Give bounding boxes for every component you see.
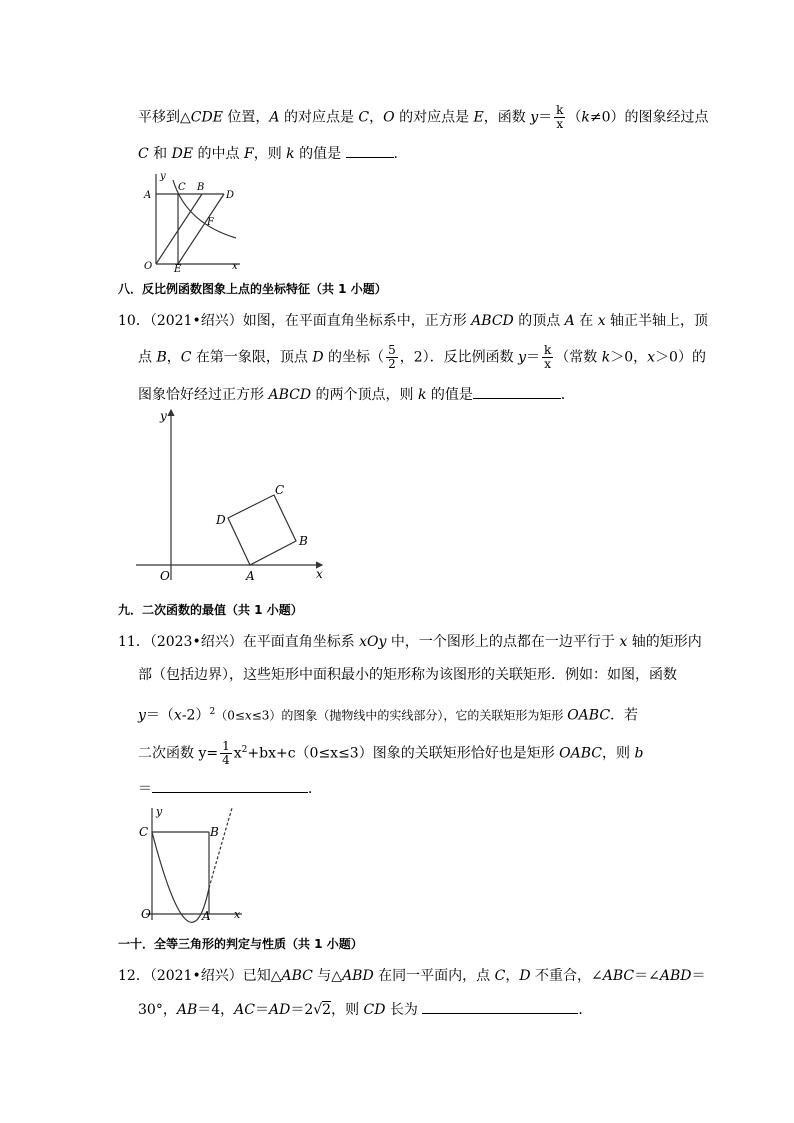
q9-text-line-2: C 和 DE 的中点 F，则 k 的值是 . [138, 143, 398, 164]
answer-blank[interactable] [346, 143, 394, 158]
label-x: x [234, 908, 241, 921]
q12-text-line-1: 12．（2021•绍兴）已知△ABC 与△ABD 在同一平面内，点 C，D 不重合，∠ABC＝∠ABD＝ [118, 968, 706, 984]
fraction-1-over-4: $\frac{1}{4}$ [222, 739, 230, 768]
answer-blank[interactable] [422, 999, 578, 1014]
label-A: A [202, 909, 211, 923]
label-A: A [144, 190, 152, 201]
section-heading-10: 一十．全等三角形的判定与性质（共 1 小题） [118, 937, 363, 951]
label-y: y [156, 805, 163, 818]
label-C: C [275, 483, 285, 497]
label-C: C [139, 825, 149, 839]
label-B: B [299, 534, 308, 548]
fraction-5-over-2: $\frac{5}{2}$ [388, 343, 396, 371]
segment-OB [156, 194, 202, 264]
q10-text-line-2: 点 B，C 在第一象限，顶点 D 的坐标（ $\frac{5}{2}$ ，2）．反比例函数 y＝ $\frac{k}{x}$ （常数 k＞0，x＞0）的 [138, 343, 706, 371]
q11-figure [138, 804, 248, 924]
label-O: O [160, 569, 170, 583]
label-y: y [160, 409, 167, 423]
label-C: C [178, 182, 186, 193]
q10-text-line-1: 10．（2021•绍兴）如图，在平面直角坐标系中，正方形 ABCD 的顶点 A 在 x 轴正半轴上，顶 [118, 313, 709, 329]
fraction-k-over-x: $\frac{k}{x}$ [556, 103, 564, 131]
parabola-solid [152, 832, 209, 922]
label-O: O [144, 261, 153, 272]
section-heading-8: 八．反比例函数图象上点的坐标特征（共 1 小题） [118, 282, 387, 296]
q11-text-line-3: $y=(x-2)^2(0\le x\le 3)$的图象（抛物线中的实线部分），它的关联矩形为矩形 OABC．若 [138, 707, 639, 724]
label-D: D [226, 190, 235, 201]
q11-text-line-1: 11．（2023•绍兴）在平面直角坐标系 xOy 中，一个图形上的点都在一边平行于 x 轴的矩形内 [118, 634, 702, 650]
parabola-dashed [209, 808, 232, 888]
q10-text-line-3: 图象恰好经过正方形 ABCD 的两个顶点，则 k 的值是 ． [138, 384, 575, 405]
fraction-k-over-x: $\frac{k}{x}$ [543, 343, 552, 371]
label-O: O [141, 907, 151, 921]
section-heading-9: 九．二次函数的最值（共 1 小题） [118, 603, 303, 617]
label-F: F [207, 217, 214, 228]
q10-figure [136, 404, 332, 586]
answer-blank[interactable] [152, 778, 308, 793]
label-y: y [160, 171, 166, 182]
q9-figure [140, 168, 250, 274]
q9-text-line-1: 平移到△CDE 位置，A 的对应点是 C，O 的对应点是 E，函数 y＝ $\frac{k}{x}$ （k≠0）的图象经过点 [138, 103, 709, 131]
label-x: x [232, 261, 238, 272]
label-E: E [174, 264, 182, 274]
sqrt-symbol: √ [313, 1002, 323, 1018]
q11-text-line-2: 部（包括边界），这些矩形中面积最小的矩形称为该图形的关联矩形．例如：如图，函数 [138, 667, 677, 683]
label-B: B [197, 182, 205, 193]
q11-text-line-4: 二次函数 y= $\frac{1}{4}$ $x^2+bx+c(0\le x\le 3)$图象的关联矩形恰好也是矩形 OABC，则 b [138, 739, 644, 768]
label-B: B [210, 825, 219, 839]
q11-text-line-5: ＝ ． [138, 778, 322, 799]
label-A: A [246, 569, 255, 583]
answer-blank[interactable] [473, 384, 561, 399]
label-D: D [216, 513, 226, 527]
q12-text-line-2: 30°，AB＝4，AC＝AD＝2√2，则 CD 长为 ． [138, 999, 592, 1020]
label-x: x [316, 567, 323, 581]
square-ABCD [228, 495, 296, 565]
